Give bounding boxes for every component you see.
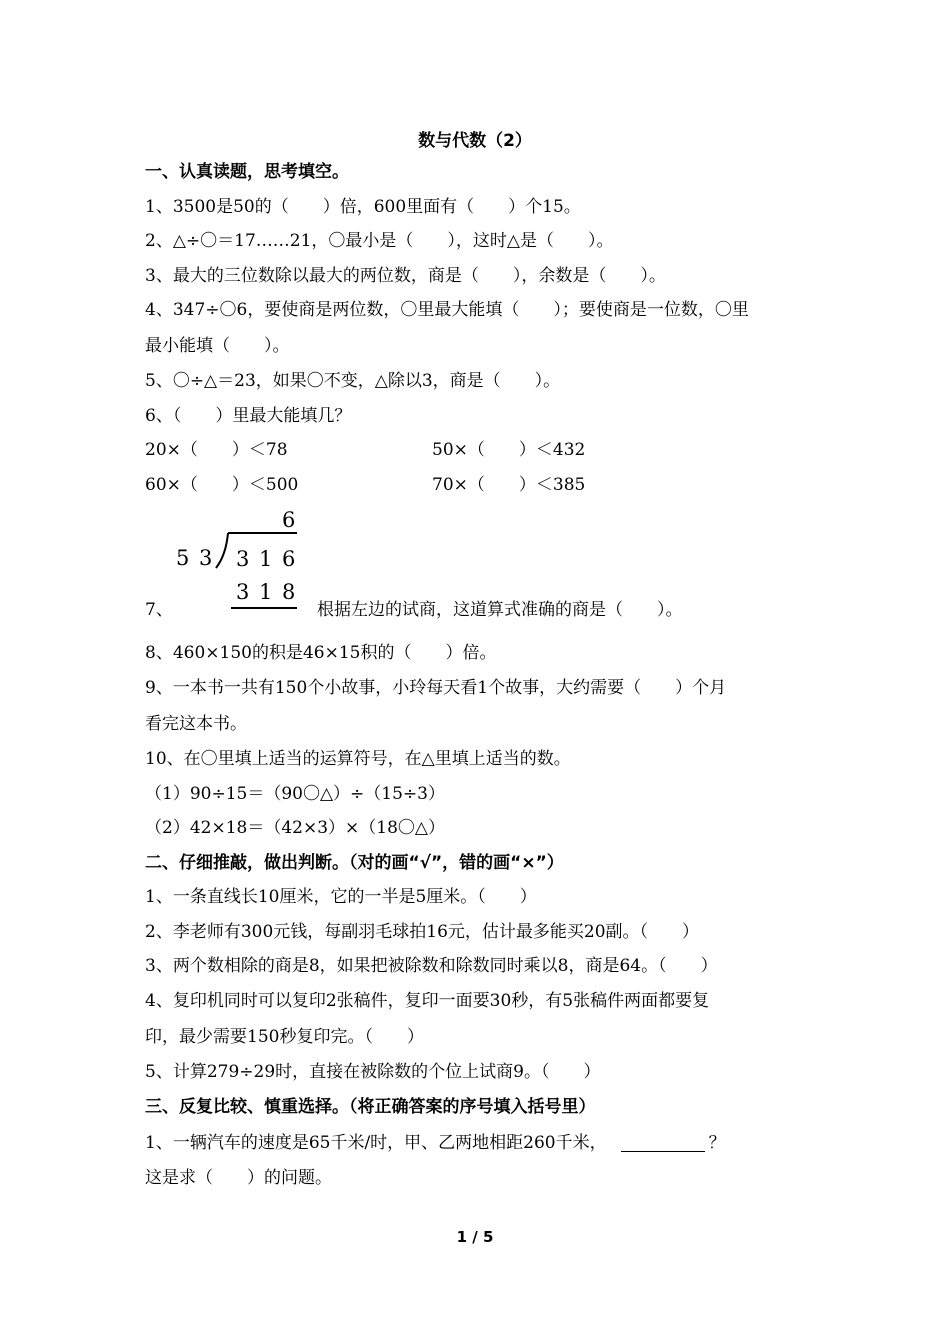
question-2-5: 5、计算279÷29时，直接在被除数的个位上试商9。（ ） [145, 1062, 601, 1082]
question-1-3: 3、最大的三位数除以最大的两位数，商是（ ），余数是（ ）。 [145, 266, 666, 286]
question-3-1-line2: 这是求（ ）的问题。 [145, 1168, 332, 1188]
dividend-digit: 6 [282, 547, 296, 571]
question-1-4-line2: 最小能填（ ）。 [145, 336, 290, 356]
question-1-6-item-c: 60×（ ）＜500 [145, 475, 299, 495]
section2-heading: 二、仔细推敲，做出判断。（对的画“√”，错的画“×”） [145, 853, 564, 873]
section3-heading: 三、反复比较、慎重选择。（将正确答案的序号填入括号里） [145, 1097, 596, 1117]
question-1-9-line1: 9、一本书一共有150个小故事，小玲每天看1个故事，大约需要（ ）个月 [145, 678, 727, 698]
question-1-9-line2: 看完这本书。 [145, 714, 247, 734]
question-mark: ？ [708, 1133, 726, 1153]
question-2-4-line2: 印，最少需要150秒复印完。（ ） [145, 1027, 424, 1047]
product-digit: 1 [259, 580, 273, 604]
question-2-2: 2、李老师有300元钱，每副羽毛球拍16元，估计最多能买20副。（ ） [145, 922, 700, 942]
dividend-digit: 1 [259, 547, 273, 571]
question-2-1: 1、一条直线长10厘米，它的一半是5厘米。（ ） [145, 887, 537, 907]
question-1-10-part1: （1）90÷15＝（90〇△）÷（15÷3） [145, 784, 445, 804]
section1-heading: 一、认真读题，思考填空。 [145, 162, 349, 182]
question-1-7-text: 根据左边的试商，这道算式准确的商是（ ）。 [317, 600, 683, 620]
question-1-8: 8、460×150的积是46×15积的（ ）倍。 [145, 643, 497, 663]
question-1-6-item-b: 50×（ ）＜432 [432, 440, 586, 460]
question-2-4-line1: 4、复印机同时可以复印2张稿件，复印一面要30秒，有5张稿件两面都要复 [145, 991, 710, 1011]
divisor-digit: 5 [176, 546, 190, 570]
question-1-2: 2、△÷〇＝17……21，〇最小是（ ），这时△是（ ）。 [145, 231, 614, 251]
division-lines [0, 0, 950, 640]
question-3-1-line1 [145, 1131, 726, 1155]
question-3-1-text: 1、一辆汽车的速度是65千米/时，甲、乙两地相距260千米， [145, 1133, 607, 1153]
question-1-10-part2: （2）42×18＝（42×3）×（18〇△） [145, 818, 445, 838]
question-1-6-item-d: 70×（ ）＜385 [432, 475, 586, 495]
page-number: 1 / 5 [456, 1228, 494, 1246]
dividend-digit: 3 [236, 547, 250, 571]
question-1-6: 6、（ ）里最大能填几？ [145, 406, 352, 426]
question-1-5: 5、〇÷△＝23，如果〇不变，△除以3，商是（ ）。 [145, 371, 561, 391]
question-1-10: 10、在〇里填上适当的运算符号，在△里填上适当的数。 [145, 749, 571, 769]
question-1-4-line1: 4、347÷〇6，要使商是两位数，〇里最大能填（ ）；要使商是一位数，〇里 [145, 300, 749, 320]
question-1-1: 1、3500是50的（ ）倍，600里面有（ ）个15。 [145, 197, 581, 217]
division-bracket [216, 533, 228, 568]
quotient-digit: 6 [282, 508, 296, 532]
page-title: 数与代数（2） [418, 131, 532, 151]
product-digit: 8 [282, 580, 296, 604]
question-1-7-number: 7、 [145, 600, 173, 620]
question-1-6-item-a: 20×（ ）＜78 [145, 440, 288, 460]
product-digit: 3 [236, 580, 250, 604]
answer-blank [621, 1135, 705, 1152]
question-2-3: 3、两个数相除的商是8，如果把被除数和除数同时乘以8，商是64。（ ） [145, 956, 718, 976]
divisor-digit: 3 [199, 546, 213, 570]
